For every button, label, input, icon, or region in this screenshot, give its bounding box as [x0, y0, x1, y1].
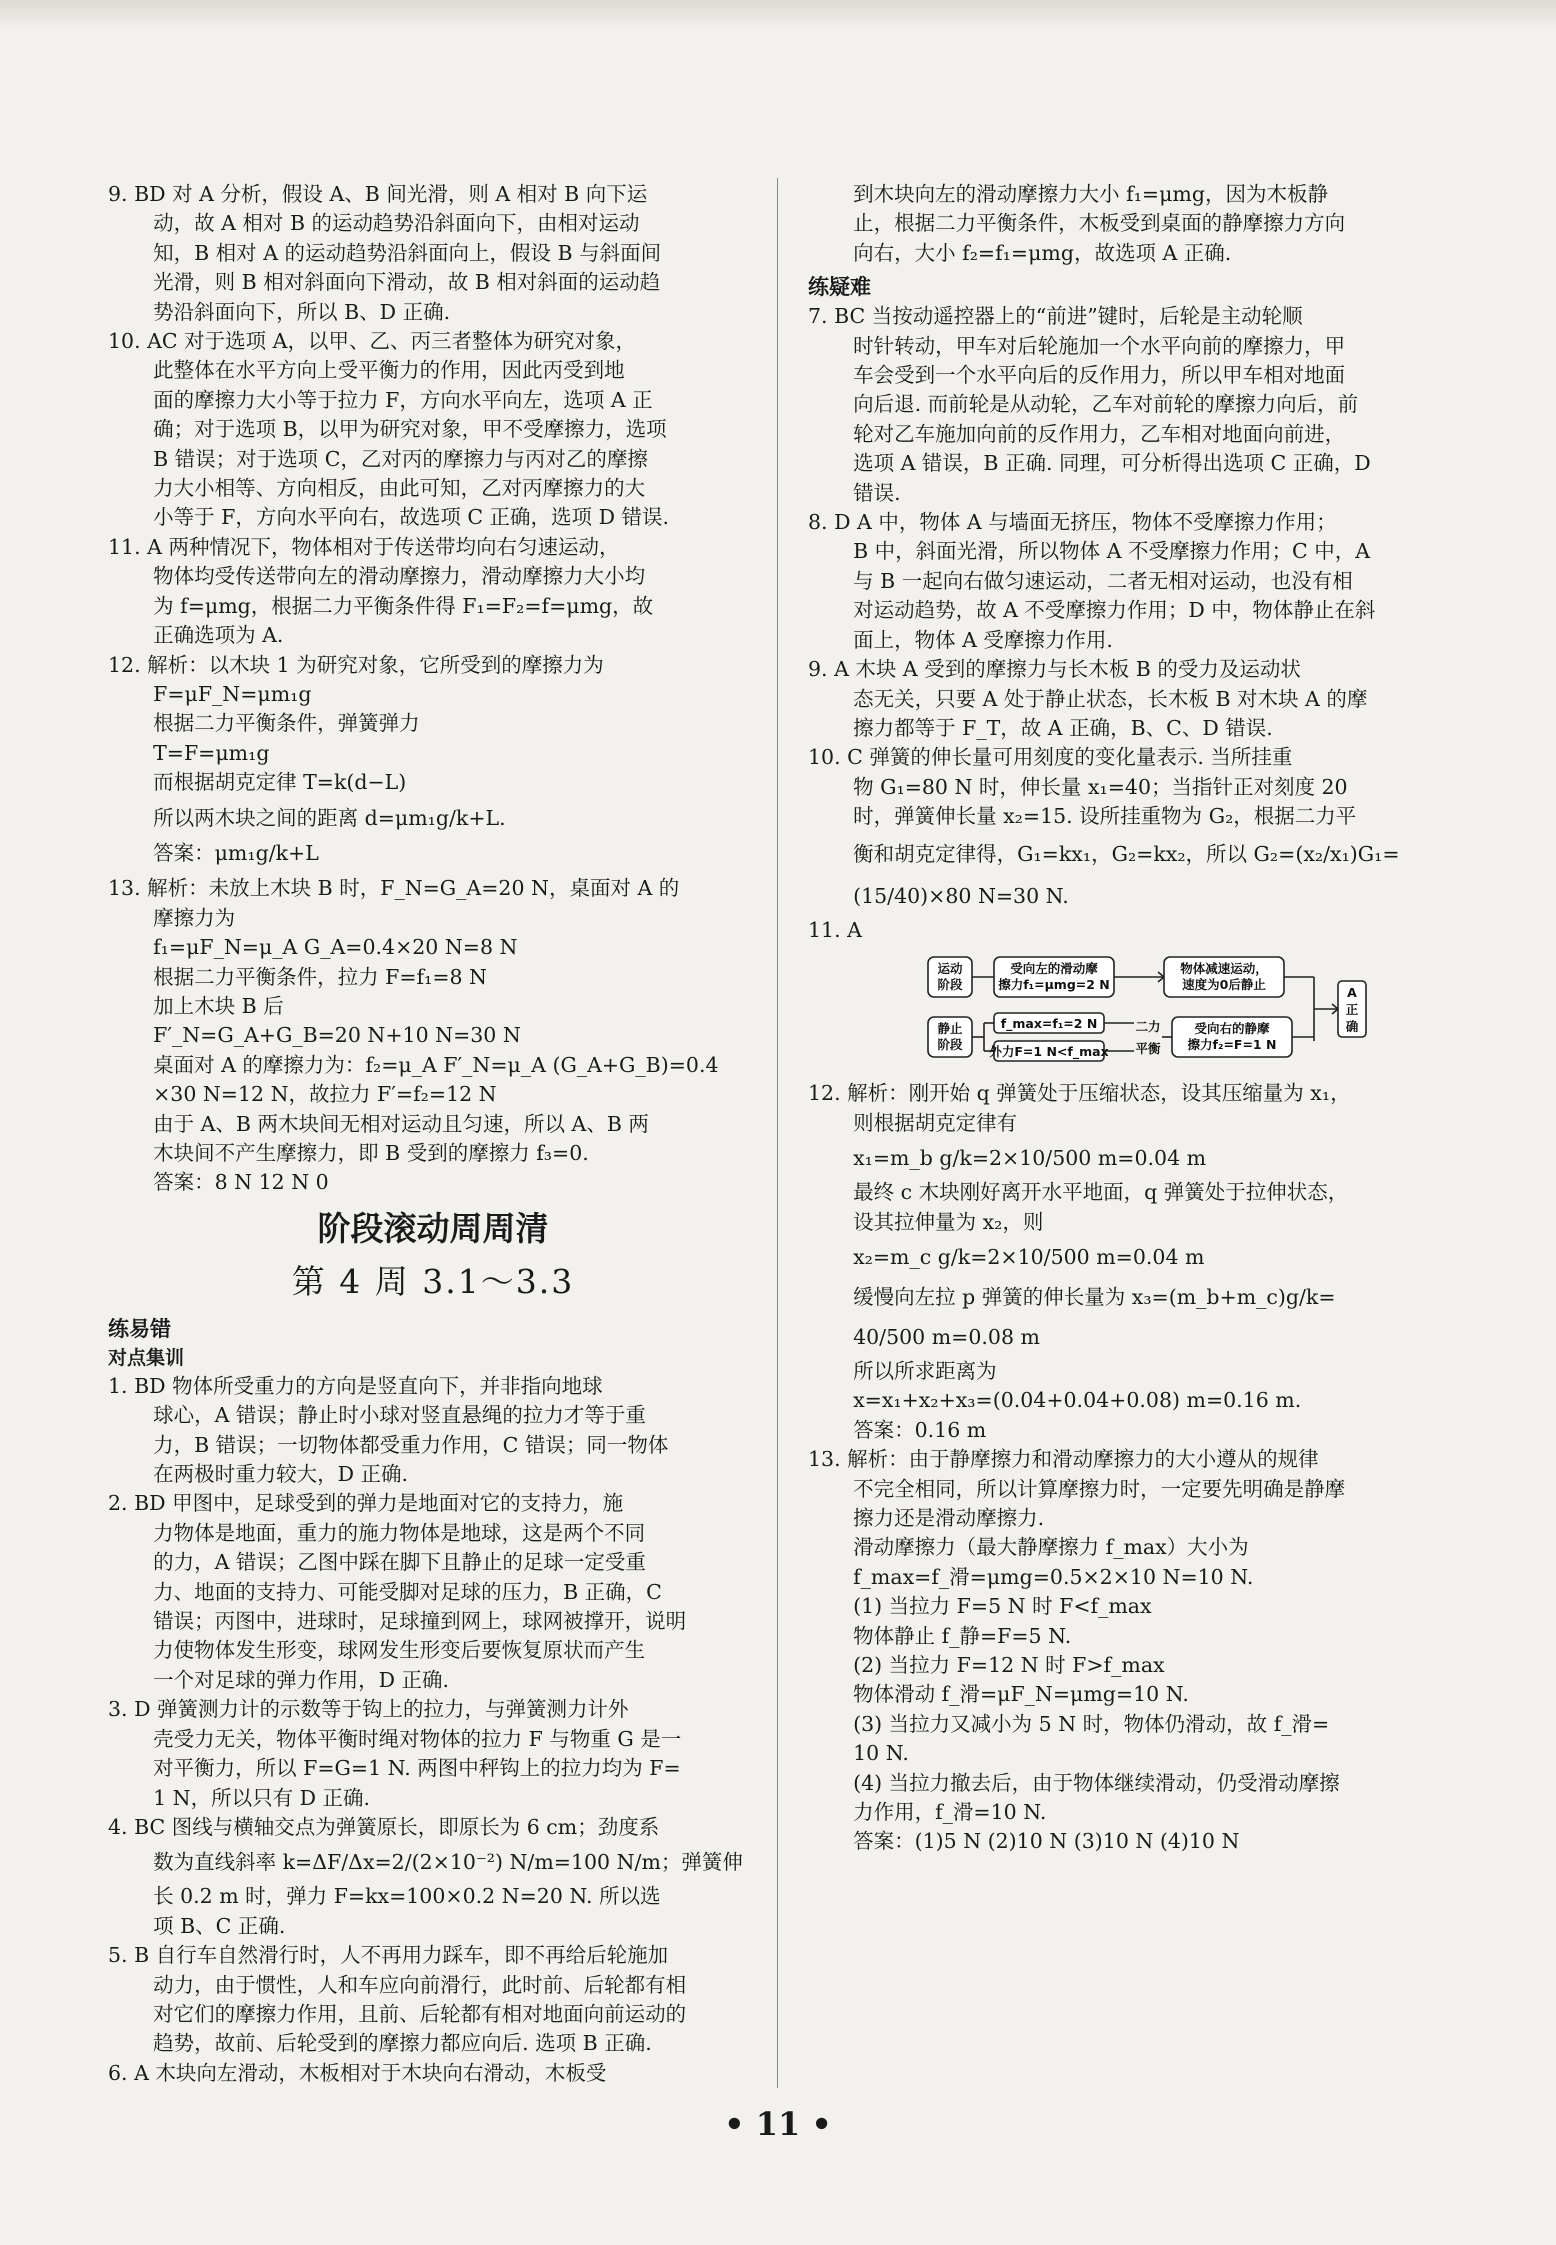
text-line: (1) 当拉力 F=5 N 时 F<f_max: [853, 1594, 1152, 1619]
text-line: 向后退. 而前轮是从动轮，乙车对前轮的摩擦力向后，前: [853, 392, 1359, 417]
formula-line: x₁=m_b g/k=2×10/500 m=0.04 m: [853, 1146, 1207, 1171]
week-answer-1: [108, 1372, 758, 1490]
right-column: [808, 180, 1448, 1857]
text-line: ×30 N=12 N，故拉力 F′=f₂=12 N: [153, 1082, 497, 1107]
text-line: 物 G₁=80 N 时，伸长量 x₁=40；当指针正对刻度 20: [853, 774, 1348, 799]
text-line: 一个对足球的弹力作用，D 正确.: [153, 1667, 450, 1692]
text-line: 10 N.: [853, 1741, 909, 1766]
text-line: 根据二力平衡条件，弹簧弹力: [153, 711, 420, 736]
flow-text: 正: [1345, 1001, 1359, 1017]
text-line: 10. AC 对于选项 A，以甲、乙、丙三者整体为研究对象，: [108, 329, 636, 354]
text-line: 物体滑动 f_滑=μF_N=μmg=10 N.: [853, 1682, 1189, 1707]
text-line: 加上木块 B 后: [153, 993, 284, 1018]
text-line: 力使物体发生形变，球网发生形变后要恢复原状而产生: [153, 1638, 646, 1663]
text-line: 错误.: [853, 480, 901, 505]
text-line: 擦力还是滑动摩擦力.: [853, 1506, 1045, 1530]
flow-text: 静止: [937, 1020, 963, 1036]
text-line: 摩擦力为: [153, 905, 236, 930]
text-line: B 错误；对于选项 C，乙对丙的摩擦力与丙对乙的摩擦: [153, 446, 648, 471]
text-line: 动，故 A 相对 B 的运动趋势沿斜面向下，由相对运动: [153, 211, 640, 236]
text-line: 滑动摩擦力（最大静摩擦力 f_max）大小为: [853, 1535, 1249, 1560]
text-line: 1. BD 物体所受重力的方向是竖直向下，并非指向地球: [108, 1373, 603, 1398]
formula-line: f₁=μF_N=μ_A G_A=0.4×20 N=8 N: [153, 935, 518, 960]
text-line: 知，B 相对 A 的运动趋势沿斜面向上，假设 B 与斜面间: [153, 240, 662, 265]
answer-line: 答案：0.16 m: [853, 1417, 987, 1442]
week-answer-5: [108, 1941, 758, 2059]
flow-text: 受向左的滑动摩: [1010, 960, 1098, 976]
text-line: 长 0.2 m 时，弹力 F=kx=100×0.2 N=20 N. 所以选: [153, 1884, 661, 1909]
week-answer-3: [108, 1695, 758, 1813]
text-line: 时针转动，甲车对后轮施加一个水平向前的摩擦力，甲: [853, 333, 1346, 358]
hard-answer-13: [808, 1445, 1448, 1857]
formula-line: F=μF_N=μm₁g: [153, 681, 312, 706]
text-line: 力大小相等、方向相反，由此可知，乙对丙摩擦力的大: [153, 476, 646, 501]
text-line: 10. C 弹簧的伸长量可用刻度的变化量表示. 当所挂重: [808, 745, 1293, 770]
flow-text: 受向右的静摩: [1194, 1020, 1270, 1036]
text-line: 8. D A 中，物体 A 与墙面无挤压，物体不受摩擦力作用；: [808, 510, 1337, 535]
text-line: 此整体在水平方向上受平衡力的作用，因此丙受到地: [153, 358, 625, 383]
text-line: 12. 解析：刚开始 q 弹簧处于压缩状态，设其压缩量为 x₁，: [808, 1081, 1351, 1106]
text-line: 确；对于选项 B，以甲为研究对象，甲不受摩擦力，选项: [153, 417, 667, 442]
text-line: 物体均受传送带向左的滑动摩擦力，滑动摩擦力大小均: [153, 564, 646, 589]
text-line: 力，B 错误；一切物体都受重力作用，C 错误；同一物体: [153, 1432, 669, 1457]
text-line: 与 B 一起向右做匀速运动，二者无相对运动，也没有相: [853, 568, 1353, 593]
formula-line: T=F=μm₁g: [153, 740, 270, 765]
text-line: 面的摩擦力大小等于拉力 F，方向水平向左，选项 A 正: [153, 387, 653, 412]
answer-13: [108, 874, 758, 1197]
text-line: 12. 解析：以木块 1 为研究对象，它所受到的摩擦力为: [108, 652, 604, 677]
page-number: • 11 •: [724, 2105, 832, 2143]
text-line: 球心，A 错误；静止时小球对竖直悬绳的拉力才等于重: [153, 1403, 646, 1428]
answer-line: 答案：8 N 12 N 0: [153, 1170, 329, 1195]
answer-line: 答案：(1)5 N (2)10 N (3)10 N (4)10 N: [853, 1829, 1240, 1854]
flow-text: 确: [1345, 1018, 1359, 1034]
text-line: 3. D 弹簧测力计的示数等于钩上的拉力，与弹簧测力计外: [108, 1697, 629, 1722]
hard-answer-8: [808, 508, 1448, 655]
text-line: 木块间不产生摩擦力，即 B 受到的摩擦力 f₃=0.: [153, 1141, 589, 1165]
answer-12: [108, 651, 758, 869]
section-heading: 练易错: [108, 1316, 171, 1341]
page-section-title: 阶段滚动周周清: [317, 1208, 549, 1248]
flow-text: f_max=f₁=2 N: [1000, 1015, 1098, 1031]
flow-text: 擦力f₁=μmg=2 N: [998, 976, 1110, 992]
text-line: 时，弹簧伸长量 x₂=15. 设所挂重物为 G₂，根据二力平: [853, 804, 1357, 829]
formula-line: 缓慢向左拉 p 弹簧的伸长量为 x₃=(m_b+m_c)g/k=: [853, 1284, 1336, 1309]
flow-text: 二力: [1135, 1018, 1161, 1034]
text-line: 车会受到一个水平向后的反作用力，所以甲车相对地面: [853, 363, 1346, 388]
flow-text: 外力F=1 N<f_max: [989, 1043, 1109, 1059]
subsection-heading: 对点集训: [108, 1346, 185, 1369]
left-column: [108, 180, 758, 2088]
flow-text: 速度为0后静止: [1182, 976, 1266, 992]
text-line: 所以所求距离为: [853, 1358, 997, 1383]
text-line: 9. BD 对 A 分析，假设 A、B 间光滑，则 A 相对 B 向下运: [108, 182, 648, 206]
formula-line: 40/500 m=0.08 m: [853, 1324, 1040, 1349]
text-line: 轮对乙车施加向前的反作用力，乙车相对地面向前进，: [853, 421, 1346, 446]
flow-text: 阶段: [937, 976, 963, 992]
text-line: 项 B、C 正确.: [153, 1913, 286, 1938]
text-line: 壳受力无关，物体平衡时绳对物体的拉力 F 与物重 G 是一: [153, 1726, 682, 1751]
text-line: 小等于 F，方向水平向右，故选项 C 正确，选项 D 错误.: [153, 505, 670, 530]
text-line: (2) 当拉力 F=12 N 时 F>f_max: [853, 1653, 1165, 1678]
text-line: 对它们的摩擦力作用，且前、后轮都有相对地面向前运动的: [153, 2001, 687, 2026]
flow-text: 物体减速运动，: [1180, 960, 1268, 976]
text-line: 5. B 自行车自然滑行时，人不再用力踩车，即不再给后轮施加: [108, 1943, 669, 1968]
answer-9: [108, 180, 758, 327]
text-line: 错误；丙图中，进球时，足球撞到网上，球网被撑开，说明: [153, 1609, 687, 1634]
hard-answer-9: [808, 655, 1448, 743]
hard-answer-12: [808, 1079, 1448, 1445]
text-line: 设其拉伸量为 x₂，则: [853, 1209, 1044, 1234]
text-line: 力、地面的支持力、可能受脚对足球的压力，B 正确，C: [153, 1579, 662, 1604]
section-heading: 练疑难: [808, 275, 871, 300]
week-answer-2: [108, 1489, 758, 1695]
formula-line: x=x₁+x₂+x₃=(0.04+0.04+0.08) m=0.16 m.: [853, 1388, 1302, 1413]
text-line: 在两极时重力较大，D 正确.: [153, 1462, 409, 1487]
column-divider: [777, 178, 778, 2088]
text-line: 7. BC 当按动遥控器上的“前进”键时，后轮是主动轮顺: [808, 304, 1303, 329]
week-answer-6-continued: [808, 180, 1448, 268]
text-line: 最终 c 木块刚好离开水平地面，q 弹簧处于拉伸状态，: [853, 1180, 1349, 1205]
hard-answer-10: [808, 743, 1448, 915]
flow-text: 阶段: [937, 1036, 963, 1052]
text-line: 的力，A 错误；乙图中踩在脚下且静止的足球一定受重: [153, 1550, 646, 1575]
text-line: 选项 A 错误，B 正确. 同理，可分析得出选项 C 正确，D: [853, 451, 1371, 476]
answer-line: 答案：μm₁g/k+L: [153, 840, 319, 865]
text-line: 力作用，f_滑=10 N.: [853, 1800, 1047, 1825]
text-line: 对运动趋势，故 A 不受摩擦力作用；D 中，物体静止在斜: [853, 598, 1376, 623]
flow-text: 运动: [937, 960, 963, 976]
text-line: 不完全相同，所以计算摩擦力时，一定要先明确是静摩: [853, 1476, 1346, 1501]
formula-line: (15/40)×80 N=30 N.: [853, 883, 1069, 908]
text-line: 物体静止 f_静=F=5 N.: [853, 1623, 1072, 1648]
answer-10: [108, 327, 758, 533]
text-line: 而根据胡克定律 T=k(d−L): [153, 770, 407, 795]
text-line: 所以两木块之间的距离 d=μm₁g/k+L.: [153, 805, 506, 830]
hard-answer-11: 11. A: [808, 917, 862, 942]
text-line: 面上，物体 A 受摩擦力作用.: [853, 627, 1113, 652]
text-line: B 中，斜面光滑，所以物体 A 不受摩擦力作用；C 中，A: [853, 539, 1371, 564]
text-line: 2. BD 甲图中，足球受到的弹力是地面对它的支持力，施: [108, 1491, 624, 1516]
formula-line: 数为直线斜率 k=ΔF/Δx=2/(2×10⁻²) N/m=100 N/m；弹簧伸: [153, 1850, 743, 1875]
formula-line: f_max=f_滑=μmg=0.5×2×10 N=10 N.: [853, 1564, 1254, 1589]
text-line: 趋势，故前、后轮受到的摩擦力都应向后. 选项 B 正确.: [153, 2031, 652, 2056]
answer-11: [108, 533, 758, 651]
text-line: 正确选项为 A.: [153, 623, 284, 648]
text-line: 6. A 木块向左滑动，木板相对于木块向右滑动，木板受: [108, 2060, 607, 2085]
text-line: 13. 解析：未放上木块 B 时，F_N=G_A=20 N，桌面对 A 的: [108, 876, 680, 901]
text-line: 为 f=μmg，根据二力平衡条件得 F₁=F₂=f=μmg，故: [153, 593, 654, 618]
formula-line: x₂=m_c g/k=2×10/500 m=0.04 m: [853, 1244, 1205, 1269]
text-line: 到木块向左的滑动摩擦力大小 f₁=μmg，因为木板静: [853, 182, 1328, 206]
formula-line: F′_N=G_A+G_B=20 N+10 N=30 N: [153, 1023, 521, 1048]
text-line: (3) 当拉力又减小为 5 N 时，物体仍滑动，故 f_滑=: [853, 1711, 1330, 1736]
text-line: (4) 当拉力撤去后，由于物体继续滑动，仍受滑动摩擦: [853, 1770, 1340, 1795]
text-line: 桌面对 A 的摩擦力为：f₂=μ_A F′_N=μ_A (G_A+G_B)=0.4: [153, 1052, 719, 1077]
text-line: 态无关，只要 A 处于静止状态，长木板 B 对木块 A 的摩: [853, 686, 1368, 711]
text-line: 由于 A、B 两木块间无相对运动且匀速，所以 A、B 两: [153, 1111, 649, 1136]
text-line: 1 N，所以只有 D 正确.: [153, 1785, 371, 1810]
hard-answer-7: [808, 302, 1448, 508]
text-line: 4. BC 图线与横轴交点为弹簧原长，即原长为 6 cm；劲度系: [108, 1814, 660, 1839]
flow-text: A: [1347, 984, 1357, 1000]
text-line: 13. 解析：由于静摩擦力和滑动摩擦力的大小遵从的规律: [808, 1447, 1319, 1472]
text-line: 光滑，则 B 相对斜面向下滑动，故 B 相对斜面的运动趋: [153, 270, 661, 295]
week-answer-4: [108, 1813, 758, 1941]
text-line: 势沿斜面向下，所以 B、D 正确.: [153, 299, 451, 324]
week-subtitle: 第 4 周 3.1～3.3: [291, 1261, 575, 1301]
text-line: 11. A 两种情况下，物体相对于传送带均向右匀速运动，: [108, 534, 620, 559]
flow-text: 平衡: [1135, 1040, 1161, 1056]
formula-line: 衡和胡克定律得，G₁=kx₁，G₂=kx₂，所以 G₂=(x₂/x₁)G₁=: [853, 841, 1400, 866]
text-line: 擦力都等于 F_T，故 A 正确，B、C、D 错误.: [853, 715, 1273, 740]
text-line: 则根据胡克定律有: [853, 1110, 1018, 1135]
flow-diagram: [926, 953, 1386, 1063]
text-line: 对平衡力，所以 F=G=1 N. 两图中秤钩上的拉力均为 F=: [153, 1756, 681, 1781]
text-line: 动力，由于惯性，人和车应向前滑行，此时前、后轮都有相: [153, 1972, 687, 1997]
text-line: 向右，大小 f₂=f₁=μmg，故选项 A 正确.: [853, 240, 1232, 265]
flow-text: 擦力f₂=F=1 N: [1187, 1036, 1277, 1052]
week-answer-6: [108, 2059, 758, 2088]
text-line: 止，根据二力平衡条件，木板受到桌面的静摩擦力方向: [853, 211, 1346, 236]
text-line: 9. A 木块 A 受到的摩擦力与长木板 B 的受力及运动状: [808, 657, 1301, 682]
page-top-edge: [0, 0, 1556, 30]
text-line: 力物体是地面，重力的施力物体是地球，这是两个不同: [153, 1520, 646, 1545]
text-line: 根据二力平衡条件，拉力 F=f₁=8 N: [153, 964, 487, 989]
